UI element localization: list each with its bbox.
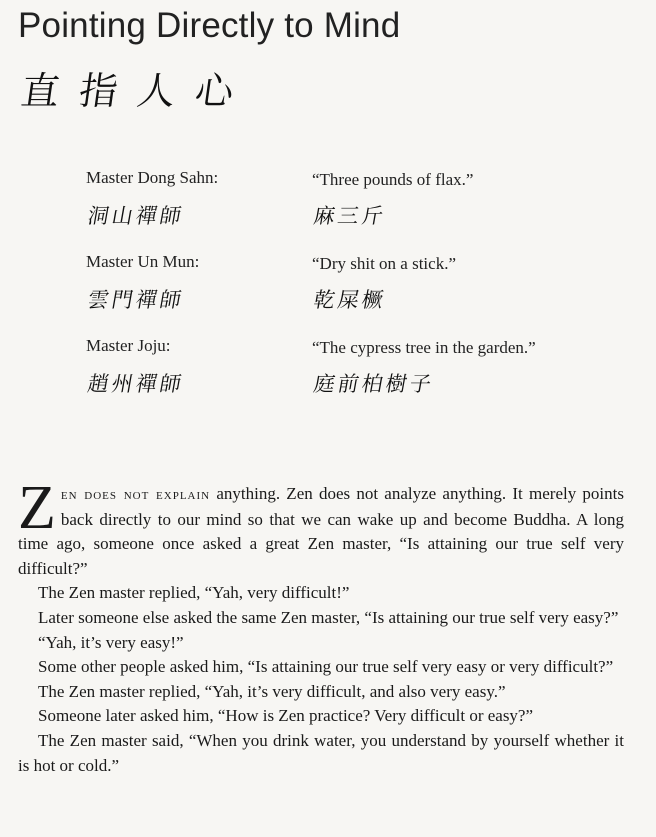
lead-in-smallcaps: en does not explain [60, 487, 211, 503]
master-answer: “The cypress tree in the garden.” [312, 338, 536, 357]
body-text [18, 474, 624, 778]
exchange-row [86, 252, 606, 336]
exchange-row [86, 336, 606, 420]
opening-paragraph [18, 474, 624, 581]
drop-cap: Z [18, 474, 56, 542]
answer-calligraphy: 庭前柏樹子 [311, 372, 436, 396]
paragraph: Some other people asked him, “Is attaining our true self very easy or very difficult?” [38, 657, 614, 677]
exchange-row [86, 168, 606, 252]
master-answers-list [86, 168, 606, 420]
paragraph: The Zen master replied, “Yah, very difficult!” [38, 583, 350, 603]
master-answer: “Three pounds of flax.” [312, 170, 474, 189]
master-name-calligraphy: 雲門禪師 [85, 288, 186, 312]
master-name-calligraphy: 洞山禪師 [85, 204, 186, 228]
paragraph: “Yah, it’s very easy!” [38, 632, 184, 652]
page-title: Pointing Directly to Mind [18, 6, 401, 45]
master-name-calligraphy: 趙州禪師 [85, 372, 186, 396]
paragraph: The Zen master replied, “Yah, it’s very difficult, and also very easy.” [38, 681, 506, 701]
title-calligraphy: 直指人心 [18, 69, 257, 113]
master-name: Master Joju: [86, 336, 171, 355]
master-answer: “Dry shit on a stick.” [312, 254, 456, 273]
paragraph: The Zen master said, “When you drink water, you understand by yourself whether it is hot or cold.” [18, 730, 624, 775]
answer-calligraphy: 麻三斤 [311, 204, 388, 228]
paragraph: Later someone else asked the same Zen master, “Is attaining our true self very easy?” [38, 607, 619, 627]
master-name: Master Dong Sahn: [86, 168, 219, 187]
master-name: Master Un Mun: [86, 252, 200, 271]
opening-paragraph-text: anything. Zen does not analyze anything. It merely points back directly to our mind so that we can wake up and become Buddha. A long time ago, someone once asked a great Zen master, “Is attaining our true self very difficult?” [18, 484, 624, 578]
paragraph: Someone later asked him, “How is Zen practice? Very difficult or easy?” [38, 706, 534, 726]
answer-calligraphy: 乾屎橛 [311, 288, 388, 312]
